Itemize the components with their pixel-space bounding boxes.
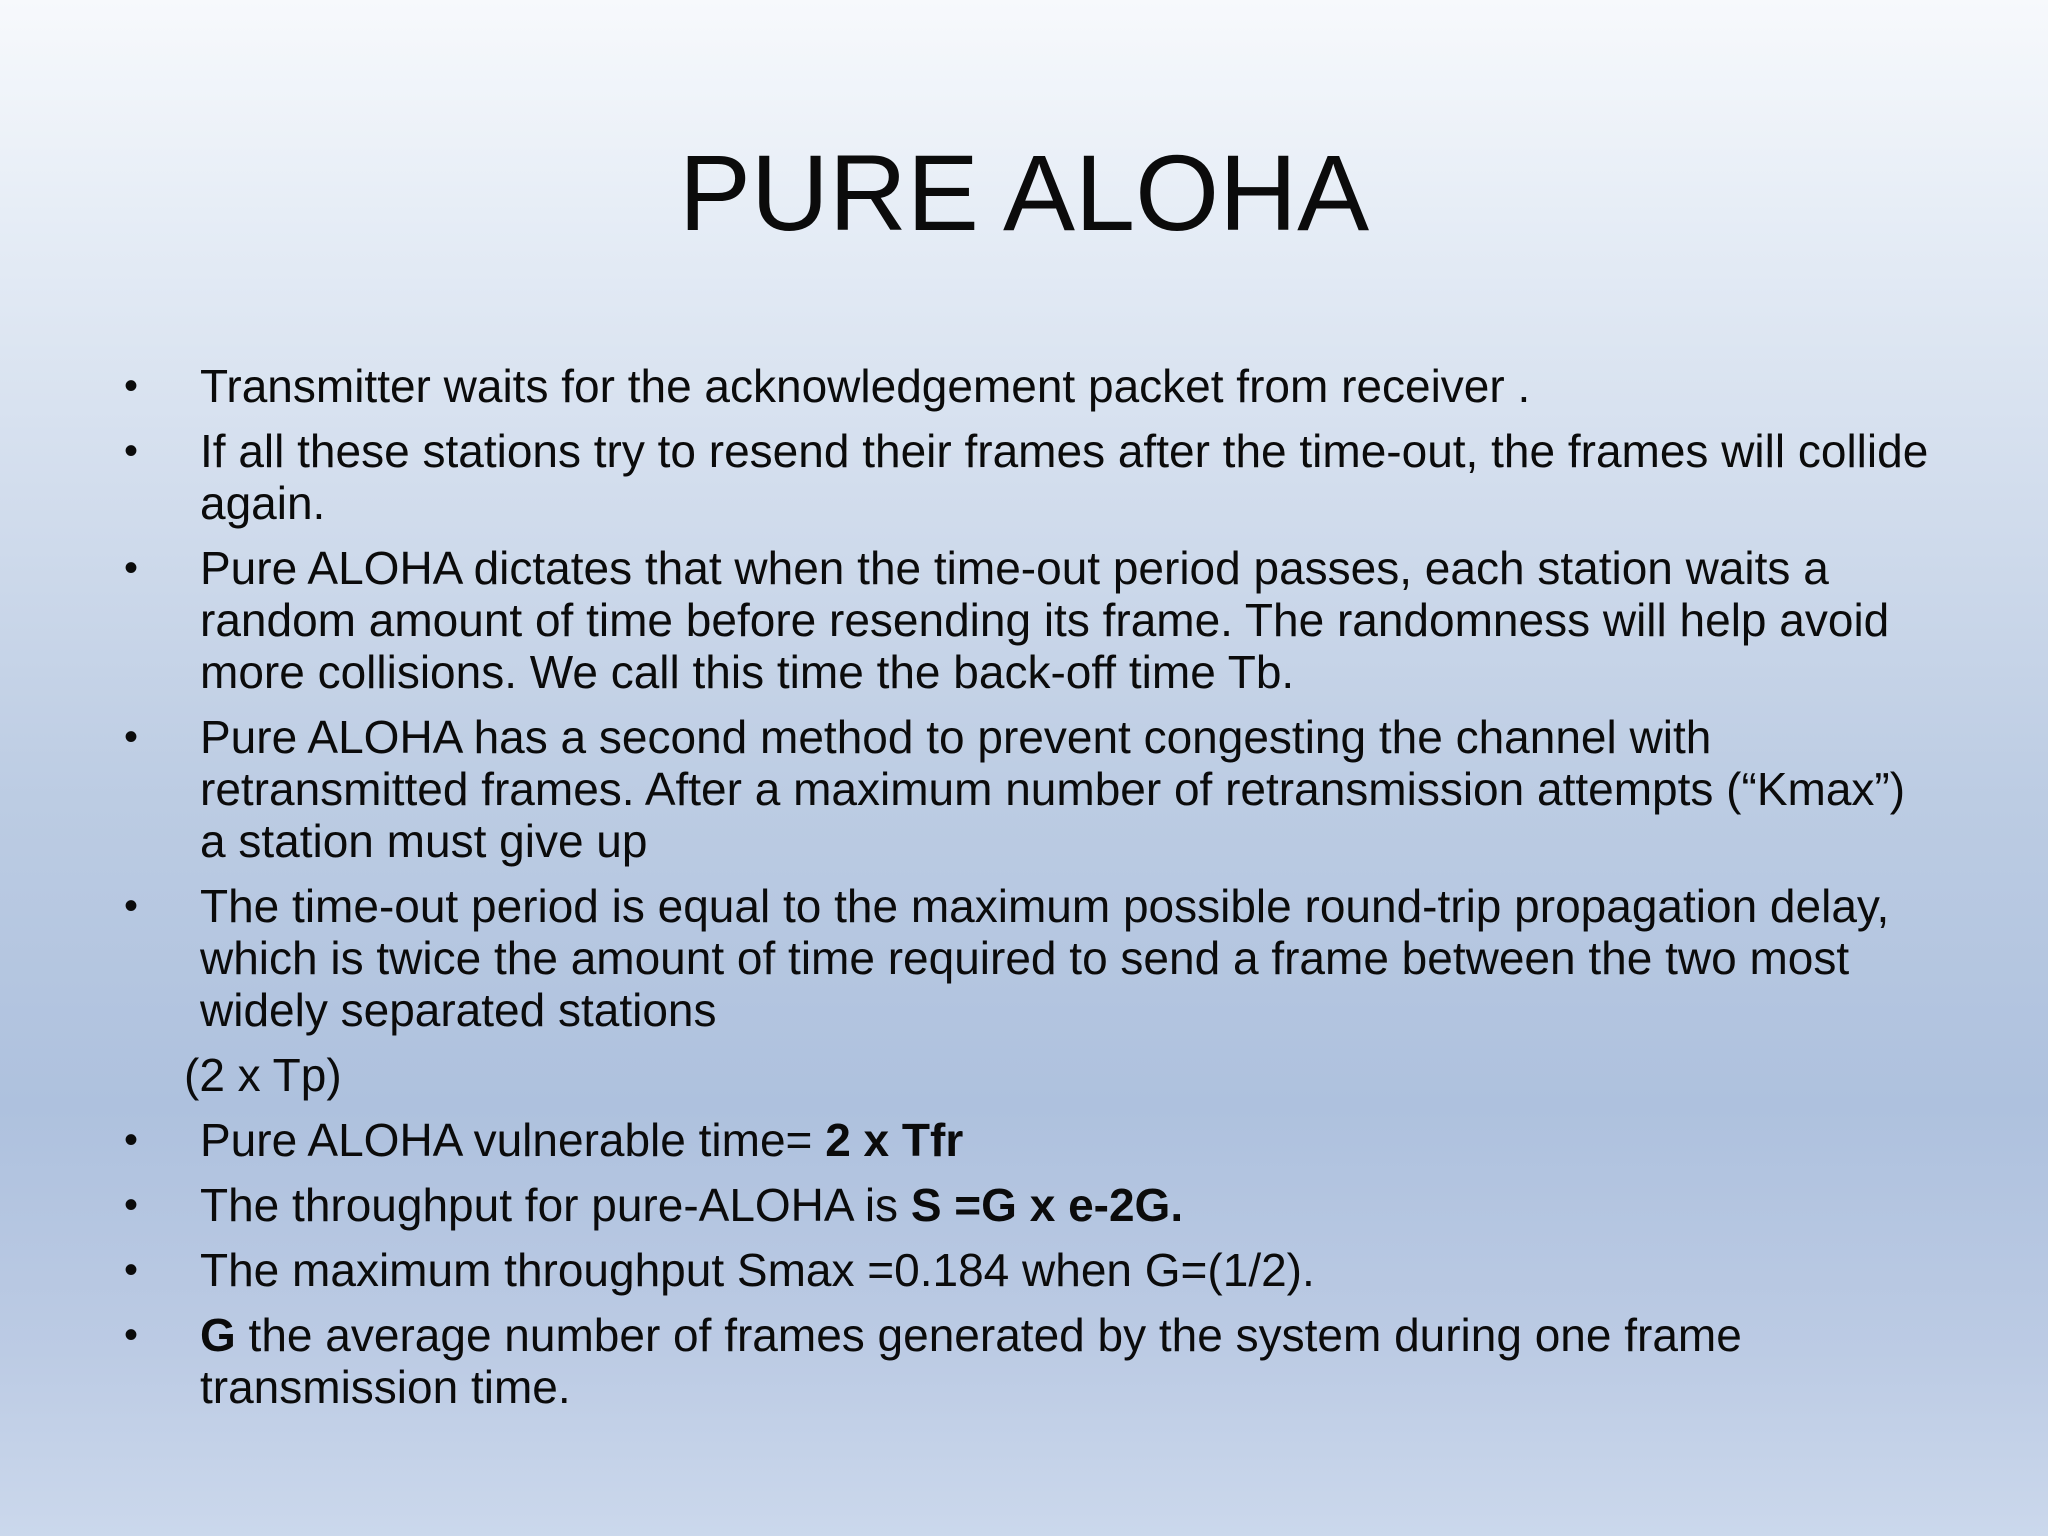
slide-title: PURE ALOHA — [678, 132, 1370, 253]
bullet-item — [118, 360, 1938, 412]
bullet-item — [118, 542, 1938, 698]
bullet-bold-text: 2 x Tfr — [825, 1114, 964, 1166]
bullet-item — [118, 1309, 1938, 1413]
bullet-item — [118, 1179, 1938, 1231]
bullet-text: Pure ALOHA has a second method to prevent congesting the channel with retransmitted frames. After a maximum number of retransmission attempts (“Kmax”) a station must give up — [200, 711, 1906, 867]
formula-text: (2 x Tp) — [184, 1049, 342, 1101]
bullet-icon: • — [124, 1118, 139, 1162]
bullet-text: Pure ALOHA vulnerable time= — [200, 1114, 826, 1166]
bullet-bold-text: G — [200, 1309, 236, 1361]
bullet-icon: • — [124, 1248, 139, 1292]
bullet-item — [118, 711, 1938, 867]
bullet-list — [118, 360, 1938, 1426]
bullet-icon: • — [124, 1313, 139, 1357]
bullet-icon: • — [124, 429, 139, 473]
bullet-text: Transmitter waits for the acknowledgement packet from receiver . — [200, 360, 1531, 412]
formula-line — [118, 1049, 1938, 1101]
bullet-text: the average number of frames generated by the system during one frame transmission time. — [200, 1309, 1742, 1413]
bullet-icon: • — [124, 364, 139, 408]
bullet-icon: • — [124, 546, 139, 590]
bullet-item — [118, 1114, 1938, 1166]
bullet-text: If all these stations try to resend their frames after the time-out, the frames will collide again. — [200, 425, 1929, 529]
bullet-item — [118, 880, 1938, 1036]
bullet-text: The time-out period is equal to the maximum possible round-trip propagation delay, which is twice the amount of time required to send a frame between the two most widely separated stations — [200, 880, 1890, 1036]
bullet-text: Pure ALOHA dictates that when the time-out period passes, each station waits a random amount of time before resending its frame. The randomness will help avoid more collisions. We call this time the back-off time Tb. — [200, 542, 1890, 698]
bullet-text: The maximum throughput Smax =0.184 when G=(1/2). — [200, 1244, 1315, 1296]
bullet-item — [118, 425, 1938, 529]
bullet-text: The throughput for pure-ALOHA is — [200, 1179, 911, 1231]
bullet-bold-text: S =G x e-2G. — [910, 1179, 1184, 1231]
bullet-icon: • — [124, 1183, 139, 1227]
bullet-item — [118, 1244, 1938, 1296]
bullet-icon: • — [124, 715, 139, 759]
bullet-icon: • — [124, 884, 139, 928]
